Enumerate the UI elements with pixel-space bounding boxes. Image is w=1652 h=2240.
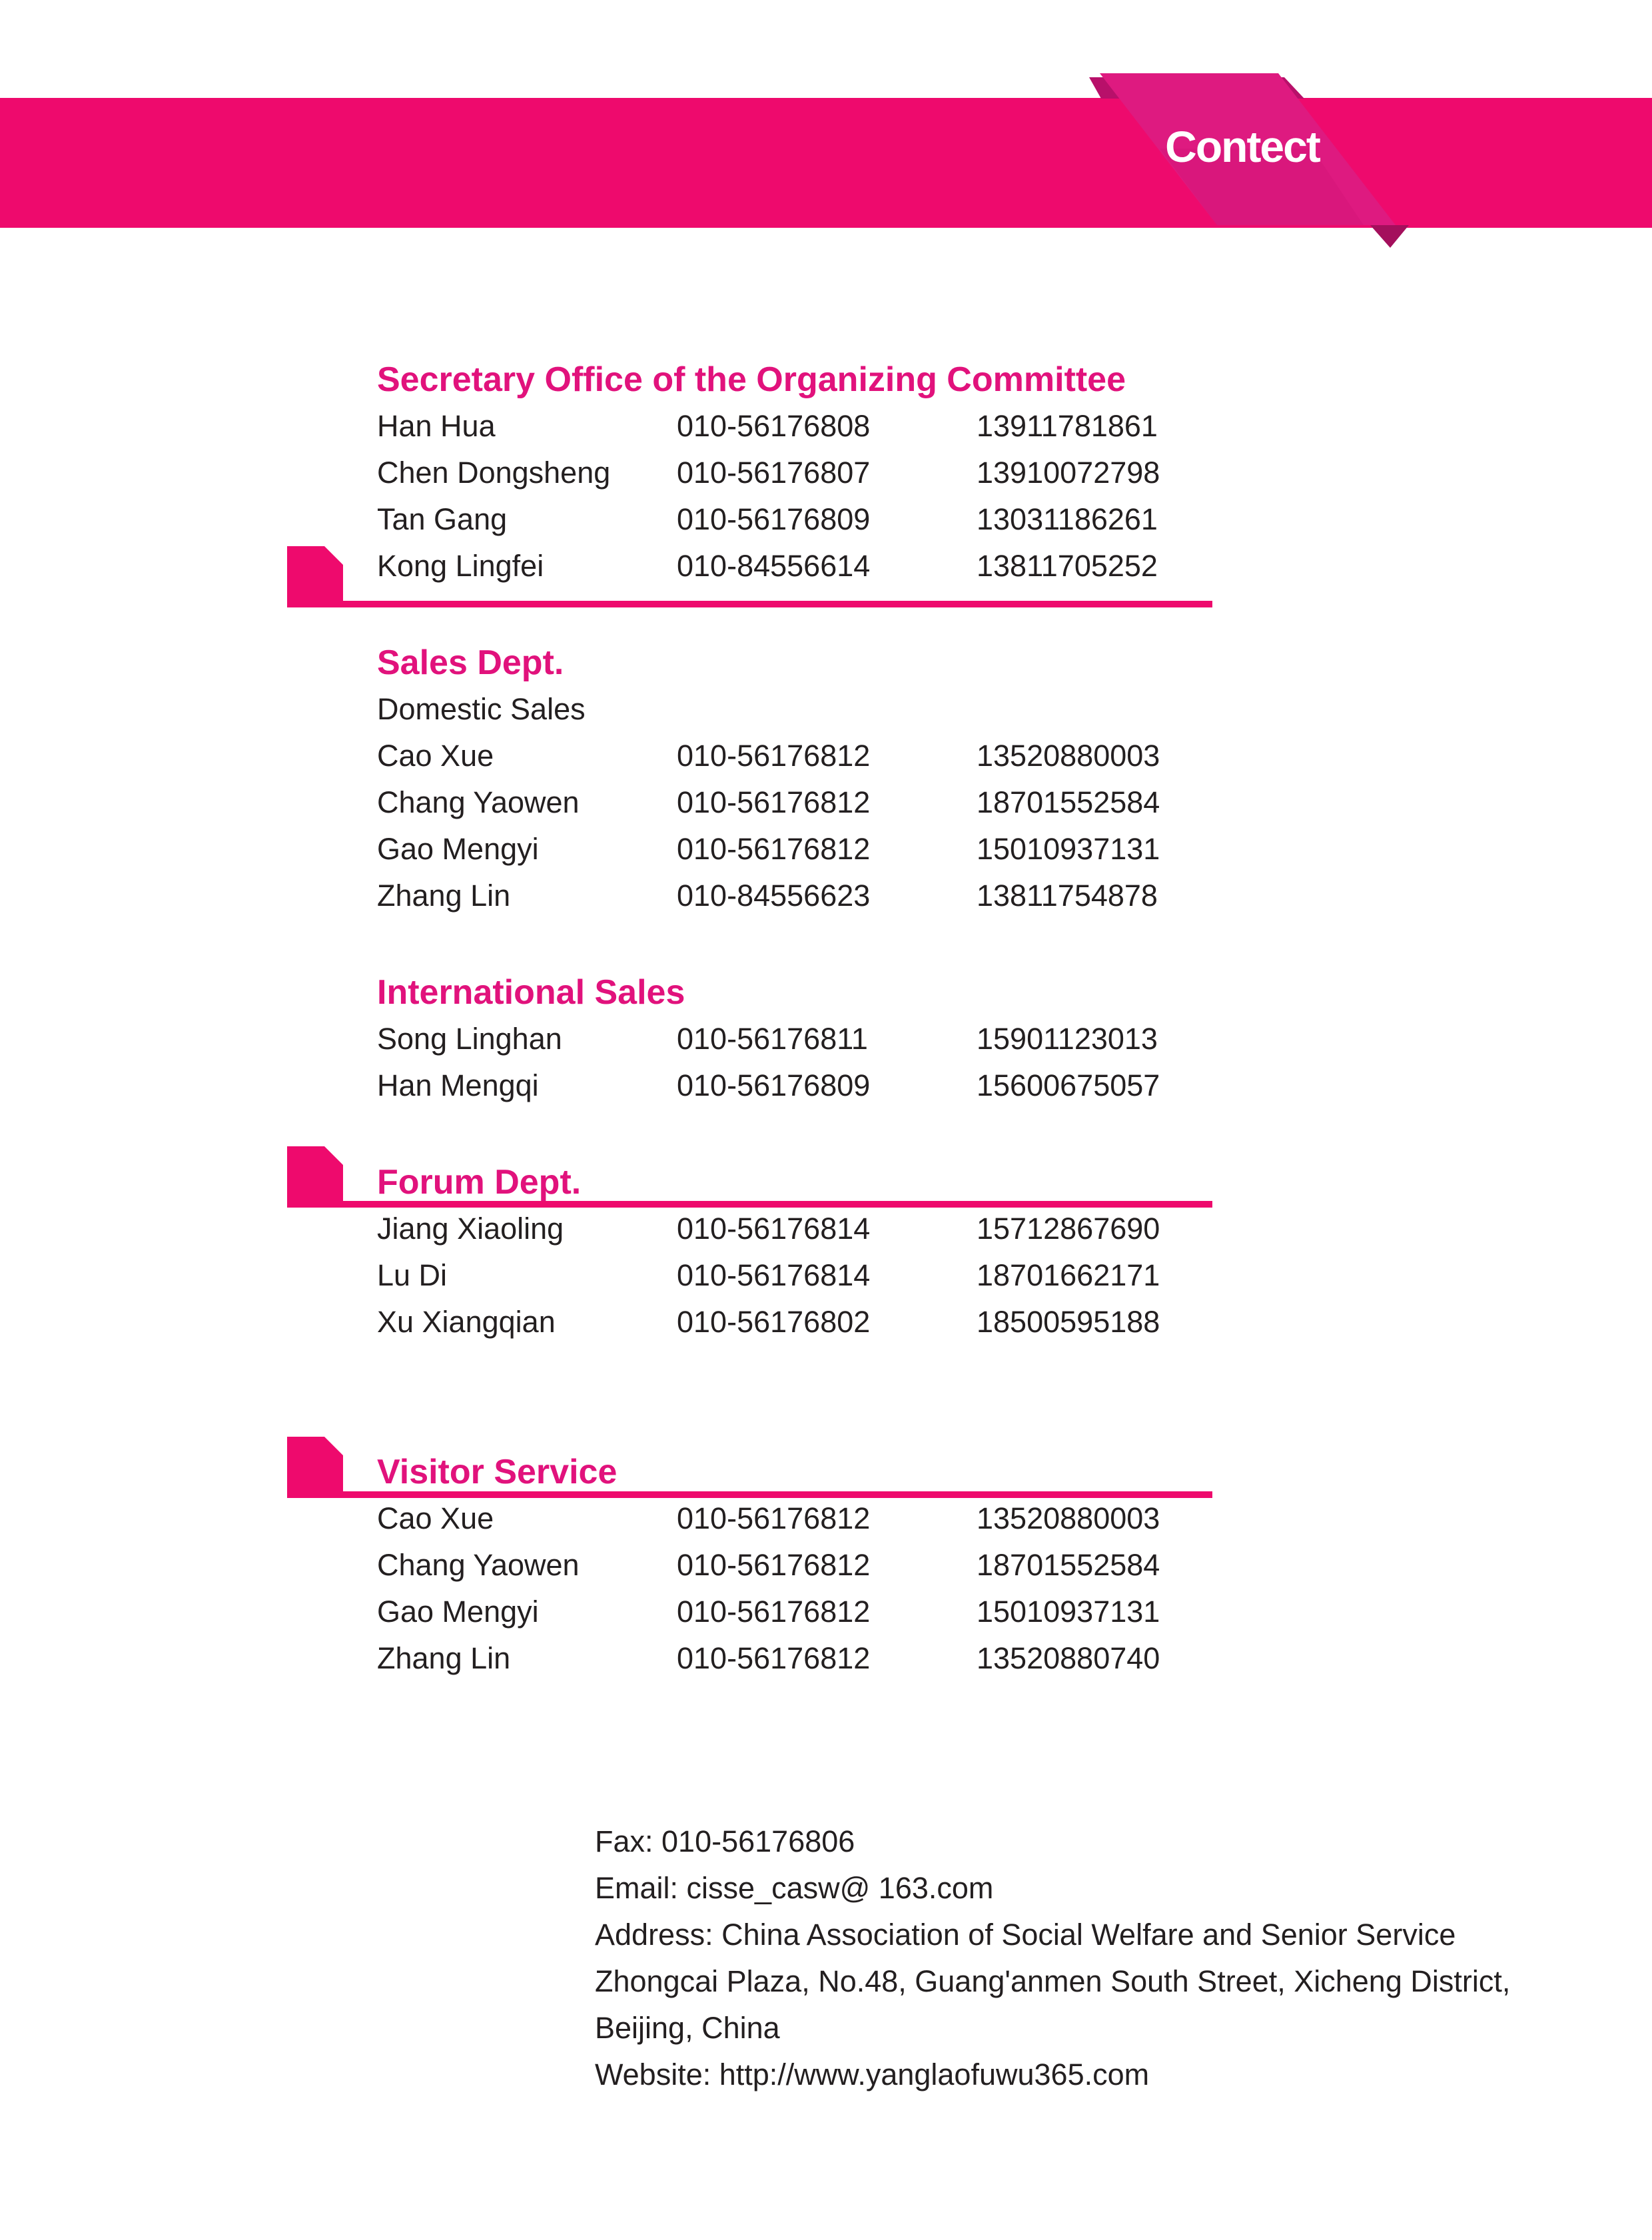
table-row (377, 1016, 1243, 1062)
contact-mobile: 13520880740 (977, 1641, 1160, 1675)
contact-phone: 010-56176807 (677, 456, 871, 490)
contact-mobile: 13520880003 (977, 739, 1160, 773)
section-sales-dept (377, 639, 1243, 919)
section-tab-marker (287, 1146, 343, 1206)
table-row (377, 1252, 1243, 1299)
contact-mobile: 15010937131 (977, 1595, 1160, 1629)
table-row (377, 1495, 1243, 1542)
fax-line: Fax: 010-56176806 (595, 1824, 855, 1858)
table-row (377, 450, 1243, 496)
contact-phone: 010-56176812 (677, 1595, 871, 1629)
contact-phone: 010-56176812 (677, 1641, 871, 1675)
contact-mobile: 15712867690 (977, 1212, 1160, 1246)
contact-mobile: 13031186261 (977, 502, 1158, 536)
contact-name: Chang Yaowen (377, 1548, 580, 1582)
table-row (377, 1589, 1243, 1635)
contact-name: Chang Yaowen (377, 785, 580, 819)
contact-name: Xu Xiangqian (377, 1305, 556, 1339)
table-row (377, 1635, 1243, 1682)
address-line: Zhongcai Plaza, No.48, Guang'anmen South Street, Xicheng District, (595, 1964, 1511, 1998)
section-tab-marker (287, 1437, 343, 1497)
table-row (377, 826, 1243, 873)
contact-name: Lu Di (377, 1258, 448, 1292)
contact-name: Zhang Lin (377, 879, 511, 913)
contact-name: Song Linghan (377, 1022, 562, 1056)
contact-name: Chen Dongsheng (377, 456, 611, 490)
table-row (377, 496, 1243, 543)
contact-name: Han Hua (377, 409, 496, 443)
section-subheading: Domestic Sales (377, 692, 586, 726)
contact-phone: 010-84556623 (677, 879, 871, 913)
table-row (377, 403, 1243, 450)
contact-phone: 010-56176812 (677, 832, 871, 866)
table-row (377, 1206, 1243, 1252)
contact-phone: 010-56176809 (677, 502, 871, 536)
contact-phone: 010-56176812 (677, 1548, 871, 1582)
contact-phone: 010-56176811 (677, 1022, 868, 1056)
contact-phone: 010-56176812 (677, 785, 871, 819)
contact-mobile: 13811705252 (977, 549, 1158, 583)
contact-phone: 010-84556614 (677, 549, 871, 583)
section-title: Forum Dept. (377, 1163, 582, 1202)
contact-name: Jiang Xiaoling (377, 1212, 564, 1246)
contact-mobile: 13911781861 (977, 409, 1158, 443)
contact-phone: 010-56176808 (677, 409, 871, 443)
table-row (377, 1542, 1243, 1589)
contact-mobile: 18701552584 (977, 1548, 1160, 1582)
table-row (377, 873, 1243, 919)
section-title: Sales Dept. (377, 643, 564, 682)
address-line: Beijing, China (595, 2011, 780, 2045)
section-international-sales (377, 969, 1243, 1109)
table-row (377, 543, 1243, 589)
website-link[interactable]: Website: http://www.yanglaofuwu365.com (595, 2057, 1150, 2091)
contact-phone: 010-56176802 (677, 1305, 871, 1339)
contact-mobile: 15600675057 (977, 1068, 1160, 1102)
contact-footer (595, 1818, 1627, 2098)
contact-name: Kong Lingfei (377, 549, 544, 583)
contact-name: Han Mengqi (377, 1068, 539, 1102)
section-title: Secretary Office of the Organizing Committee (377, 360, 1126, 399)
table-row (377, 1062, 1243, 1109)
contact-mobile: 13811754878 (977, 879, 1158, 913)
table-row (377, 1299, 1243, 1345)
contact-name: Gao Mengyi (377, 1595, 539, 1629)
contact-mobile: 18701662171 (977, 1258, 1160, 1292)
section-title: Visitor Service (377, 1453, 618, 1491)
contact-name: Gao Mengyi (377, 832, 539, 866)
section-title: International Sales (377, 973, 685, 1012)
table-row (377, 733, 1243, 779)
contact-phone: 010-56176812 (677, 1501, 871, 1535)
contact-mobile: 15010937131 (977, 832, 1160, 866)
contact-name: Tan Gang (377, 502, 508, 536)
section-forum-dept (377, 1159, 1243, 1345)
contact-mobile: 13520880003 (977, 1501, 1160, 1535)
contact-mobile: 13910072798 (977, 456, 1160, 490)
contact-phone: 010-56176812 (677, 739, 871, 773)
contact-mobile: 15901123013 (977, 1022, 1158, 1056)
section-tab-marker (287, 546, 343, 606)
page-title: Contect (1165, 122, 1320, 171)
table-row (377, 779, 1243, 826)
contact-name: Cao Xue (377, 1501, 494, 1535)
contact-mobile: 18500595188 (977, 1305, 1160, 1339)
address-line: Address: China Association of Social Welfare and Senior Service (595, 1918, 1456, 1952)
contact-name: Cao Xue (377, 739, 494, 773)
section-divider (287, 601, 1212, 607)
contact-phone: 010-56176814 (677, 1258, 871, 1292)
contact-name: Zhang Lin (377, 1641, 511, 1675)
contact-phone: 010-56176809 (677, 1068, 871, 1102)
section-secretary-office (377, 356, 1243, 589)
email-line[interactable]: Email: cisse_casw@ 163.com (595, 1871, 994, 1905)
section-visitor-service (377, 1449, 1243, 1682)
contact-phone: 010-56176814 (677, 1212, 871, 1246)
contact-mobile: 18701552584 (977, 785, 1160, 819)
